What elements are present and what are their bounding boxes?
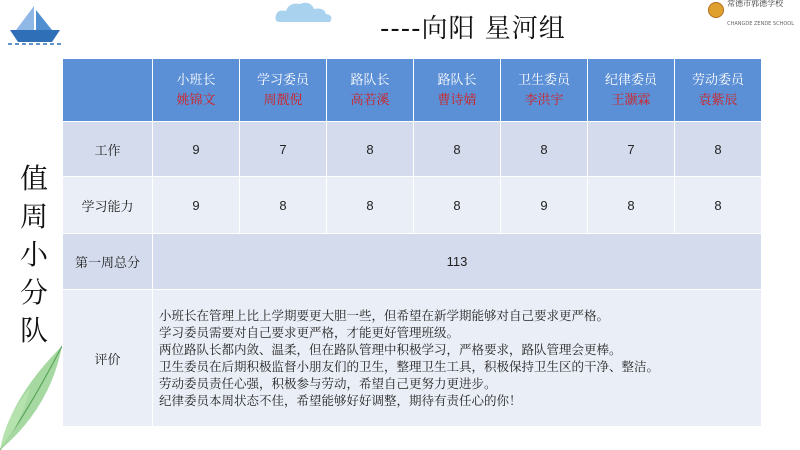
role-label: 学习委员 — [256, 72, 309, 87]
evaluation-label: 评价 — [63, 290, 153, 427]
score-cell: 8 — [327, 122, 414, 177]
total-value: 113 — [153, 234, 762, 290]
member-name: 高若溪 — [350, 92, 390, 107]
member-name: 袁紫辰 — [698, 92, 738, 107]
table-header-row — [63, 59, 762, 122]
member-name: 姚锦文 — [176, 92, 216, 107]
score-cell: 7 — [240, 122, 327, 177]
total-row — [63, 234, 762, 290]
score-cell: 8 — [588, 177, 675, 234]
score-cell: 8 — [414, 177, 501, 234]
role-label: 纪律委员 — [604, 72, 657, 87]
role-label: 小班长 — [176, 72, 216, 87]
side-title-char: 周 — [19, 200, 48, 233]
role-label: 路队长 — [437, 72, 477, 87]
score-cell: 7 — [588, 122, 675, 177]
evaluation-line: 纪律委员本周状态不佳，希望能够好好调整，期待有责任心的你！ — [159, 393, 522, 408]
side-title-char: 分 — [19, 276, 48, 309]
role-label: 劳动委员 — [691, 72, 744, 87]
side-title-char: 队 — [19, 314, 48, 347]
evaluation-row — [63, 290, 762, 427]
column-header — [501, 59, 588, 122]
score-cell: 8 — [675, 177, 762, 234]
score-cell: 9 — [501, 177, 588, 234]
score-cell: 8 — [501, 122, 588, 177]
logo-text: 常德市郭德学校 — [727, 0, 784, 8]
evaluation-line: 卫生委员在后期积极监督小朋友们的卫生，整理卫生工具，积极保持卫生区的干净、整洁。 — [159, 359, 660, 374]
evaluation-line: 劳动委员责任心强，积极参与劳动，希望自己更努力更进步。 — [159, 376, 497, 391]
evaluation-line: 学习委员需要对自己要求更严格，才能更好管理班级。 — [159, 325, 460, 340]
leaf-decoration-icon — [0, 338, 70, 450]
member-name: 王灏霖 — [611, 92, 651, 107]
row-label: 学习能力 — [63, 177, 153, 234]
side-title-char: 小 — [19, 238, 48, 271]
evaluation-line: 小班长在管理上比上学期要更大胆一些，但希望在新学期能够对自己要求更严格。 — [159, 308, 610, 323]
header-corner-cell — [63, 59, 153, 122]
score-cell: 8 — [327, 177, 414, 234]
score-cell: 8 — [414, 122, 501, 177]
role-label: 卫生委员 — [517, 72, 570, 87]
member-name: 曹诗婧 — [437, 92, 477, 107]
logo-wordmark — [727, 0, 794, 29]
school-emblem-icon — [708, 2, 724, 18]
member-name: 李洪宇 — [524, 92, 564, 107]
page-title: ----向阳 星河组 — [380, 14, 566, 44]
evaluation-line: 两位路队长都内敛、温柔，但在路队管理中积极学习，严格要求，路队管理会更棒。 — [159, 342, 622, 357]
total-label: 第一周总分 — [63, 234, 153, 290]
score-cell: 8 — [675, 122, 762, 177]
evaluation-text — [153, 290, 762, 427]
score-cell: 9 — [153, 122, 240, 177]
column-header — [240, 59, 327, 122]
column-header — [414, 59, 501, 122]
duty-score-table — [62, 58, 762, 427]
role-label: 路队长 — [350, 72, 390, 87]
score-cell: 9 — [153, 177, 240, 234]
table-row — [63, 177, 762, 234]
column-header — [153, 59, 240, 122]
cloud-icon — [272, 0, 336, 26]
column-header — [675, 59, 762, 122]
column-header — [327, 59, 414, 122]
school-logo — [708, 0, 794, 27]
side-title-char: 值 — [19, 162, 48, 195]
side-title — [14, 160, 54, 350]
row-label: 工作 — [63, 122, 153, 177]
member-name: 周靓倪 — [263, 92, 303, 107]
column-header — [588, 59, 675, 122]
logo-subtext: CHANGDE ZENDE SCHOOL — [727, 21, 794, 27]
paper-boat-icon — [6, 2, 64, 46]
score-cell: 8 — [240, 177, 327, 234]
table-row — [63, 122, 762, 177]
